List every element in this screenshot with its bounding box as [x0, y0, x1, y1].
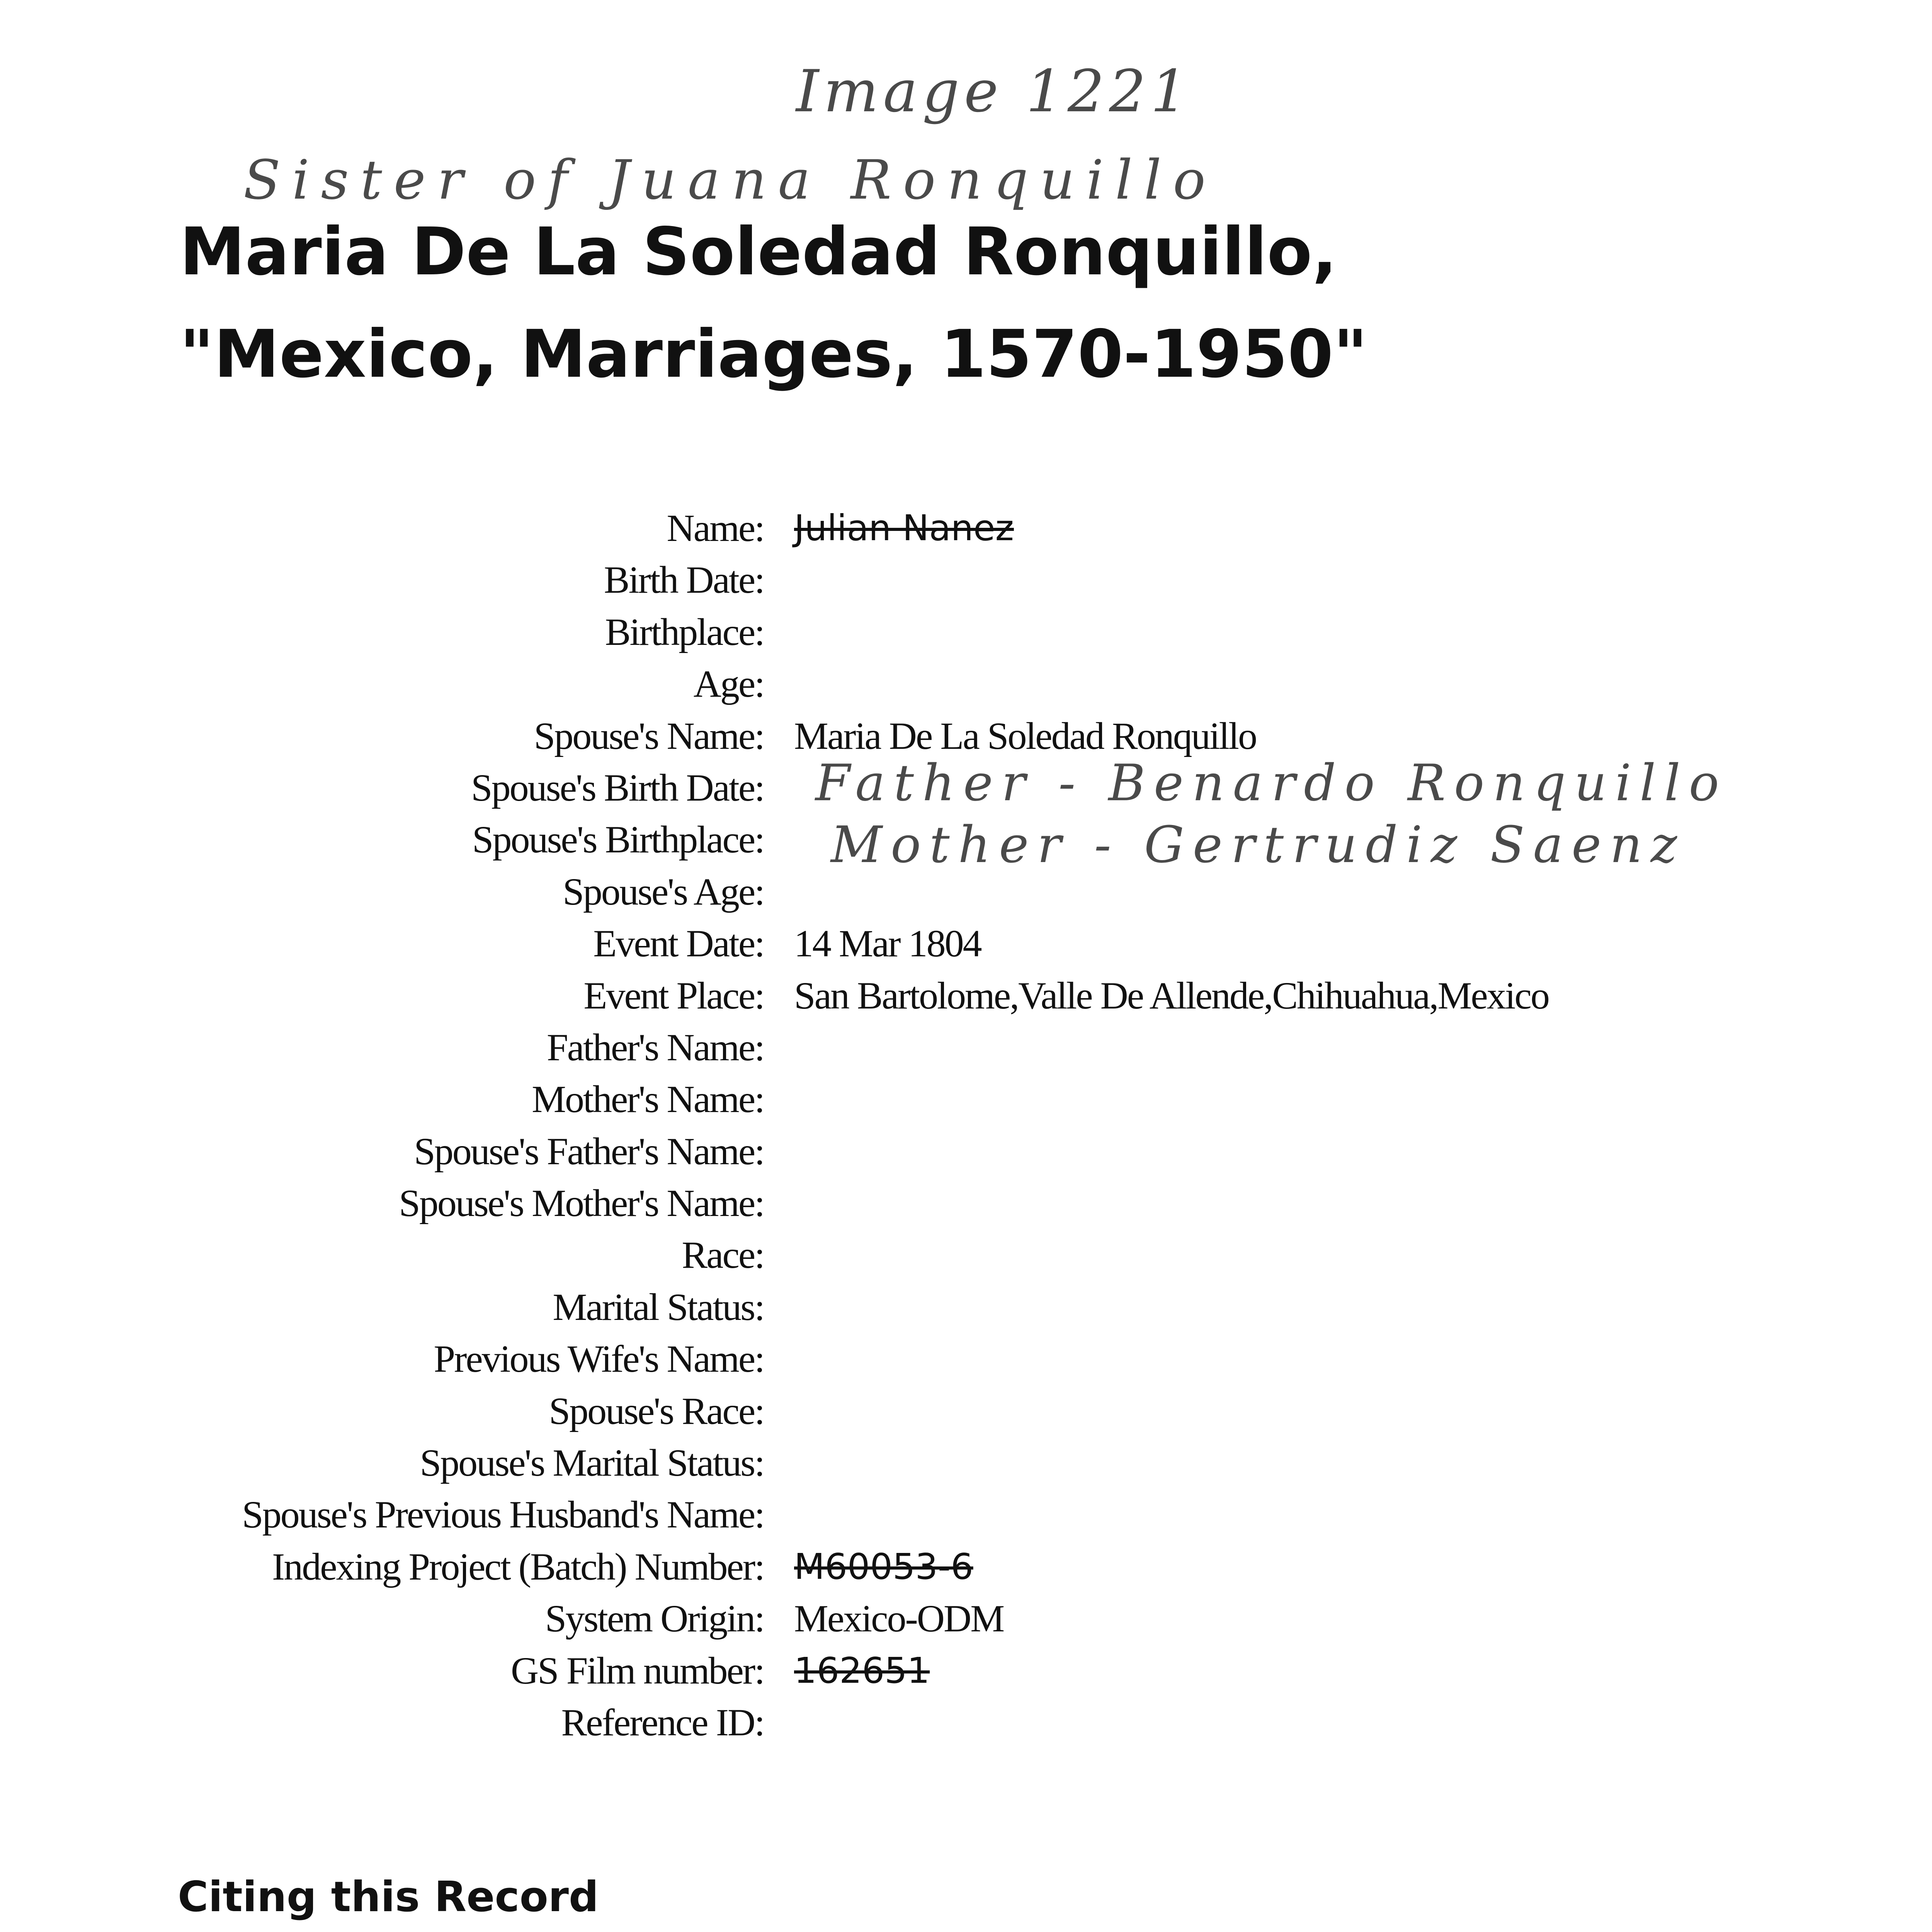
- field-row: [0, 1697, 1932, 1748]
- field-row: [0, 1541, 1932, 1593]
- citing-heading: Citing this Record: [178, 1873, 599, 1921]
- field-row: [0, 1645, 1932, 1697]
- field-row: [0, 1229, 1932, 1281]
- field-label: Reference ID:: [561, 1701, 764, 1744]
- field-label: Spouse's Marital Status:: [420, 1441, 764, 1485]
- field-row: [0, 658, 1932, 710]
- field-row: [0, 1593, 1932, 1645]
- field-row: [0, 1177, 1932, 1229]
- field-row: [0, 1385, 1932, 1437]
- field-row: [0, 970, 1932, 1022]
- field-label: Spouse's Birth Date:: [471, 766, 764, 809]
- field-value: M60053-6: [794, 1546, 973, 1587]
- field-label: Spouse's Father's Name:: [414, 1129, 764, 1173]
- title-line-2: "Mexico, Marriages, 1570-1950": [180, 316, 1368, 393]
- field-row: [0, 554, 1932, 606]
- field-value: San Bartolome,Valle De Allende,Chihuahua,Mexico: [794, 974, 1549, 1017]
- field-value: 14 Mar 1804: [794, 922, 981, 965]
- field-row: [0, 1073, 1932, 1125]
- field-value: Julian Nanez: [794, 507, 1014, 549]
- handwritten-sister-note: Sister of Juana Ronquillo: [243, 149, 1217, 212]
- field-row: [0, 606, 1932, 658]
- field-label: Indexing Project (Batch) Number:: [272, 1545, 764, 1588]
- field-row: [0, 918, 1932, 969]
- field-row: [0, 1126, 1932, 1177]
- field-label: Event Date:: [593, 922, 764, 965]
- field-row: [0, 1022, 1932, 1073]
- field-value: Mexico-ODM: [794, 1597, 1004, 1640]
- record-fields: [0, 502, 1932, 1748]
- field-label: Father's Name:: [547, 1026, 764, 1069]
- field-label: System Origin:: [545, 1597, 764, 1640]
- field-label: GS Film number:: [510, 1649, 764, 1692]
- handwritten-image-note: Image 1221: [796, 58, 1192, 125]
- title-line-1: Maria De La Soledad Ronquillo,: [180, 214, 1337, 290]
- field-label: Name:: [667, 507, 764, 549]
- field-row: [0, 1489, 1932, 1541]
- page-title: [180, 201, 1880, 406]
- field-label: Spouse's Previous Husband's Name:: [242, 1493, 764, 1536]
- field-label: Spouse's Age:: [563, 870, 764, 913]
- field-value: 162651: [794, 1650, 930, 1691]
- handwritten-mother-note: Mother - Gertrudiz Saenz: [831, 815, 1686, 874]
- field-label: Birthplace:: [605, 610, 764, 653]
- field-row: [0, 1437, 1932, 1489]
- field-label: Spouse's Birthplace:: [472, 818, 764, 861]
- handwritten-father-note: Father - Benardo Ronquillo: [815, 753, 1728, 812]
- field-label: Spouse's Race:: [549, 1389, 764, 1432]
- field-label: Race:: [682, 1233, 764, 1277]
- field-label: Previous Wife's Name:: [434, 1337, 764, 1381]
- field-row: [0, 1281, 1932, 1333]
- field-value: Maria De La Soledad Ronquillo: [794, 714, 1257, 757]
- field-label: Age:: [693, 662, 764, 706]
- field-label: Spouse's Name:: [534, 714, 764, 757]
- field-label: Event Place:: [583, 974, 764, 1017]
- field-label: Birth Date:: [604, 558, 764, 602]
- field-label: Mother's Name:: [532, 1078, 764, 1121]
- field-label: Spouse's Mother's Name:: [399, 1182, 764, 1225]
- field-label: Marital Status:: [553, 1285, 764, 1328]
- field-row: [0, 502, 1932, 554]
- field-row: [0, 1333, 1932, 1385]
